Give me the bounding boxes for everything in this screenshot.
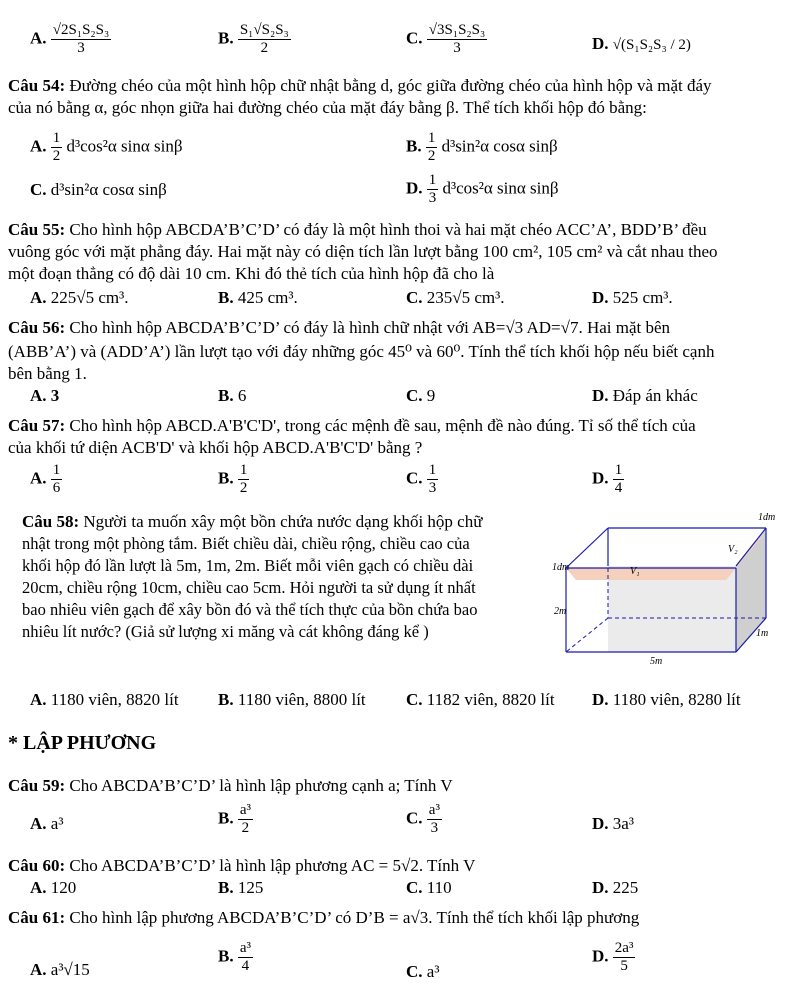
option-label: C.: [406, 386, 423, 405]
numerator: 1: [239, 462, 248, 478]
q60-text-1: Cho ABCDA’B’C’D’ là hình lập phương AC = 5√2. Tính V: [69, 856, 476, 875]
q60-option-b: [218, 878, 263, 898]
q54-line-1: [8, 76, 712, 96]
option-value: Đáp án khác: [612, 386, 698, 405]
q55-text-3: một đoạn thẳng có độ dài 10 cm. Khi đó thẻ tích của hình hộp đã cho là: [8, 264, 495, 283]
option-label: B.: [218, 878, 234, 897]
q55-text-1: Cho hình hộp ABCDA’B’C’D’ có đáy là một hình thoi và hai mặt chéo ACC’A’, BDD’B’ đều: [69, 220, 707, 239]
numerator: 1: [428, 462, 437, 478]
q56-option-b: [218, 386, 246, 406]
option-label: B.: [218, 28, 234, 48]
fraction: [427, 172, 439, 207]
fraction: [427, 22, 487, 57]
fraction: [427, 802, 442, 837]
label-left-2: 2m: [554, 606, 567, 617]
fraction: [238, 462, 250, 497]
q58-text-4: 20cm, chiều rộng 10cm, chiều cao 5cm. Hỏi người ta sử dụng ít nhất: [22, 578, 476, 597]
q58-option-c: [406, 690, 555, 710]
q58-line-5: [22, 600, 477, 620]
q61-option-c: [406, 962, 439, 982]
q55-option-d: [592, 288, 673, 308]
numerator: a³: [239, 940, 251, 956]
option-value: 110: [426, 878, 452, 897]
denominator: 6: [52, 480, 61, 496]
q59-option-b: [218, 802, 253, 837]
option-label: C.: [406, 962, 423, 981]
numerator: 1: [614, 462, 623, 478]
option-value: 125: [237, 878, 264, 897]
q61-line-1: [8, 908, 639, 928]
option-label: A.: [30, 878, 47, 897]
option-label: A.: [30, 960, 47, 979]
numerator: √2S₁S₂S₃: [52, 22, 110, 38]
option-label: A.: [30, 468, 47, 488]
option-label: D.: [592, 288, 609, 307]
q55-option-b: [218, 288, 298, 308]
option-value: a³: [426, 962, 440, 981]
q55-option-c: [406, 288, 504, 308]
option-expr: d³cos²α sinα sinβ: [66, 136, 183, 156]
option-label: D.: [592, 386, 609, 405]
option-value: a³: [50, 814, 64, 833]
q56-text-1: Cho hình hộp ABCDA’B’C’D’ có đáy là hình chữ nhật với AB=√3 AD=√7. Hai mặt bên: [69, 318, 671, 337]
question-label: Câu 60:: [8, 856, 66, 875]
question-label: Câu 54:: [8, 76, 66, 95]
numerator: 1: [52, 130, 61, 146]
fraction: [238, 940, 253, 975]
question-label: Câu 59:: [8, 776, 66, 795]
q54-option-d: [406, 172, 559, 207]
q58-option-d: [592, 690, 741, 710]
option-label: D.: [592, 814, 609, 833]
q55-option-a: [30, 288, 128, 308]
q60-option-a: [30, 878, 76, 898]
q54-option-a: [30, 130, 183, 165]
q61-option-d: [592, 940, 635, 975]
question-label: Câu 55:: [8, 220, 66, 239]
denominator: 3: [77, 40, 85, 56]
denominator: 3: [428, 190, 437, 206]
label-left-1: 1dm: [552, 562, 570, 573]
q54-option-c: [30, 180, 167, 200]
question-label: Câu 58:: [22, 512, 80, 531]
numerator: a³: [428, 802, 440, 818]
q57-line-2: [8, 438, 422, 458]
option-expr: d³cos²α sinα sinβ: [442, 178, 559, 198]
option-expr: d³sin²α cosα sinβ: [441, 136, 558, 156]
denominator: 4: [241, 958, 250, 974]
denominator: 5: [620, 958, 628, 974]
option-value: 9: [426, 386, 436, 405]
q55-line-1: [8, 220, 707, 240]
q58-text-3: khối hộp đó lần lượt là 5m, 1m, 2m. Biết mỗi viên gạch có chiều dài: [22, 556, 474, 575]
q58-option-b: [218, 690, 366, 710]
option-value: 225: [612, 878, 639, 897]
fraction: [51, 130, 63, 165]
option-value: 1182 viên, 8820 lít: [426, 690, 555, 709]
q58-text-2: nhật trong một phòng tắm. Biết chiều dài, chiều rộng, chiều cao của: [22, 534, 470, 553]
option-label: D.: [592, 946, 609, 966]
denominator: 3: [428, 480, 437, 496]
option-label: B.: [218, 288, 234, 307]
top-option-b: [218, 22, 291, 57]
q58-text-1: Người ta muốn xây một bồn chứa nước dạng khối hộp chữ: [83, 512, 483, 531]
denominator: 2: [241, 820, 250, 836]
q55-text-2: vuông góc với mặt phẳng đáy. Hai mặt này có diện tích lần lượt bằng 100 cm², 105 cm² và cắt nhau theo: [8, 242, 718, 261]
q58-text-6: nhiêu lít nước? (Giả sử lượng xi măng và cát không đáng kể ): [22, 622, 429, 641]
q56-line-1: [8, 318, 670, 338]
option-label: D.: [592, 878, 609, 897]
option-label: B.: [218, 468, 234, 488]
option-label: C.: [406, 808, 423, 828]
top-option-a: [30, 22, 111, 57]
option-value: 3a³: [612, 814, 634, 833]
option-value: 120: [50, 878, 77, 897]
q59-option-c: [406, 802, 442, 837]
q61-option-a: [30, 960, 90, 980]
q56-line-3: [8, 364, 87, 384]
q56-option-a: [30, 386, 59, 406]
option-label: B.: [218, 946, 234, 966]
denominator: 4: [614, 480, 623, 496]
label-bottom: 5m: [650, 656, 663, 667]
numerator: 2a³: [614, 940, 634, 956]
q57-option-b: [218, 462, 249, 497]
fraction: [613, 462, 625, 497]
q61-text-1: Cho hình lập phương ABCDA’B’C’D’ có D’B = a√3. Tính thể tích khối lập phương: [69, 908, 640, 927]
q56-text-2: (ABB’A’) và (ADD’A’) lần lượt tạo với đáy những góc 45⁰ và 60⁰. Tính thể tích khối hộp nếu biết cạnh: [8, 342, 715, 361]
numerator: 1: [427, 130, 436, 146]
denominator: 2: [260, 40, 269, 56]
denominator: 3: [430, 820, 439, 836]
option-value: 1180 viên, 8800 lít: [237, 690, 366, 709]
q56-line-2: [8, 342, 714, 362]
question-label: Câu 56:: [8, 318, 66, 337]
q57-text-1: Cho hình hộp ABCD.A'B'C'D', trong các mệnh đề sau, mệnh đề nào đúng. Tỉ số thể tích của: [69, 416, 696, 435]
q56-option-c: [406, 386, 435, 406]
option-label: A.: [30, 136, 47, 156]
top-option-c: [406, 22, 487, 57]
q57-option-c: [406, 462, 438, 497]
option-label: D.: [592, 690, 609, 709]
q58-line-4: [22, 578, 476, 598]
q59-text-1: Cho ABCDA’B’C’D’ là hình lập phương cạnh a; Tính V: [69, 776, 453, 795]
option-label: C.: [406, 28, 423, 48]
q55-line-2: [8, 242, 718, 262]
q54-text-1: Đường chéo của một hình hộp chữ nhật bằng d, góc giữa đường chéo của hình hộp và mặt đáy: [69, 76, 712, 95]
q57-option-a: [30, 462, 62, 497]
q57-line-1: [8, 416, 696, 436]
numerator: √3S₁S₂S₃: [428, 22, 486, 38]
q54-option-b: [406, 130, 558, 165]
option-expr: √(S₁S₂S₃ / 2): [612, 37, 691, 53]
q58-option-a: [30, 690, 179, 710]
q57-text-2: của khối tứ diện ACB'D' và khối hộp ABCD.A'B'C'D' bằng ?: [8, 438, 423, 457]
fraction: [238, 802, 253, 837]
option-label: D.: [406, 178, 423, 198]
section-title: * LẬP PHƯƠNG: [8, 732, 157, 754]
option-label: D.: [592, 34, 609, 53]
label-v2: V₂: [728, 544, 738, 555]
numerator: S₁√S₂S₃: [239, 22, 289, 38]
option-label: D.: [592, 468, 609, 488]
option-value: 1180 viên, 8280 lít: [612, 690, 741, 709]
fraction: [426, 130, 438, 165]
q58-line-3: [22, 556, 473, 576]
option-label: A.: [30, 814, 47, 833]
q59-option-a: [30, 814, 63, 834]
q54-text-2: của nó bằng α, góc nhọn giữa hai đường chéo của mặt đáy bằng β. Thể tích khối hộp đó bằng:: [8, 98, 647, 117]
q60-line-1: [8, 856, 475, 876]
q54-line-2: [8, 98, 647, 118]
fraction: [238, 22, 291, 57]
label-top: 1dm: [758, 512, 776, 523]
option-label: B.: [218, 386, 234, 405]
q60-option-c: [406, 878, 452, 898]
option-label: C.: [30, 180, 47, 199]
numerator: 1: [428, 172, 437, 188]
option-label: C.: [406, 690, 423, 709]
label-right: 1m: [756, 628, 769, 639]
q60-option-d: [592, 878, 638, 898]
q58-line-1: [22, 512, 482, 532]
option-label: C.: [406, 288, 423, 307]
option-label: A.: [30, 690, 47, 709]
option-value: 225√5 cm³.: [50, 288, 129, 307]
fraction: [427, 462, 439, 497]
option-value: 235√5 cm³.: [426, 288, 505, 307]
q58-line-2: [22, 534, 470, 554]
option-label: A. 3: [30, 386, 60, 405]
option-value: a³√15: [50, 960, 90, 979]
denominator: 2: [427, 148, 436, 164]
numerator: a³: [239, 802, 251, 818]
option-label: B.: [406, 136, 422, 156]
denominator: 3: [453, 40, 461, 56]
q58-line-6: [22, 622, 429, 642]
option-label: A.: [30, 28, 47, 48]
fraction: [51, 22, 111, 57]
q56-text-3: bên bằng 1.: [8, 364, 87, 383]
denominator: 2: [239, 480, 248, 496]
option-label: B.: [218, 808, 234, 828]
q55-line-3: [8, 264, 494, 284]
question-label: Câu 61:: [8, 908, 66, 927]
option-label: C.: [406, 468, 423, 488]
option-label: B.: [218, 690, 234, 709]
top-option-d: [592, 34, 691, 54]
option-label: A.: [30, 288, 47, 307]
option-value: 6: [237, 386, 247, 405]
denominator: 2: [52, 148, 61, 164]
fraction: [613, 940, 636, 975]
q58-text-5: bao nhiêu viên gạch để xây bồn đó và thể tích thực của bồn chứa bao: [22, 600, 478, 619]
option-value: 525 cm³.: [612, 288, 673, 307]
q56-option-d: [592, 386, 698, 406]
q61-option-b: [218, 940, 253, 975]
option-value: 1180 viên, 8820 lít: [50, 690, 179, 709]
fraction: [51, 462, 63, 497]
option-expr: d³sin²α cosα sinβ: [50, 180, 167, 199]
option-value: 425 cm³.: [237, 288, 298, 307]
label-v1: V₁: [630, 566, 640, 577]
question-label: Câu 57:: [8, 416, 66, 435]
q57-option-d: [592, 462, 624, 497]
option-label: C.: [406, 878, 423, 897]
tank-diagram: [550, 508, 790, 668]
q59-option-d: [592, 814, 634, 834]
numerator: 1: [52, 462, 61, 478]
q59-line-1: [8, 776, 453, 796]
